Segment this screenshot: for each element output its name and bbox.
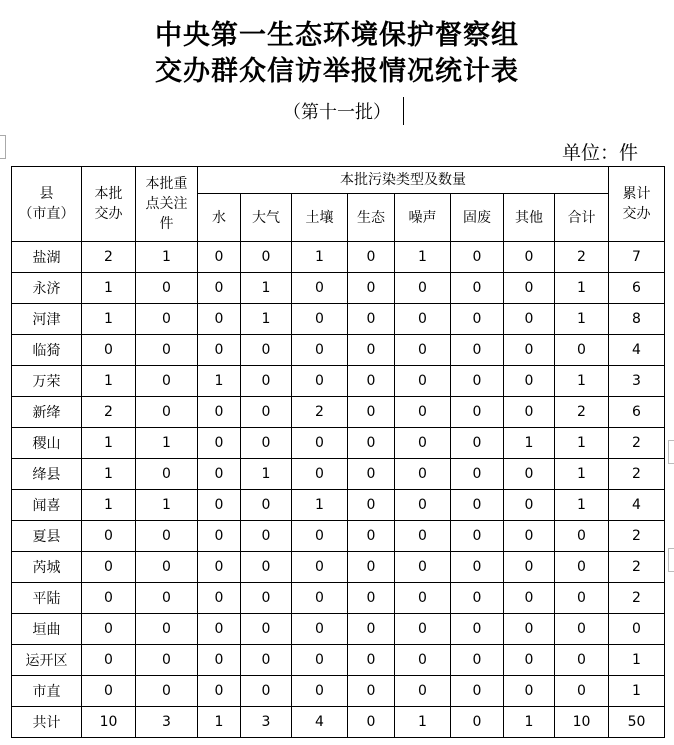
table-cell: 1 [82, 366, 136, 397]
table-cell: 0 [348, 335, 395, 366]
table-cell: 0 [292, 645, 348, 676]
table-cell: 0 [395, 583, 451, 614]
header-type: 土壤 [292, 194, 348, 242]
table-cell: 1 [241, 304, 292, 335]
table-cell: 0 [451, 428, 504, 459]
table-cell: 0 [136, 521, 198, 552]
table-cell: 0 [555, 552, 609, 583]
table-cell: 0 [451, 366, 504, 397]
title-line-2: 交办群众信访举报情况统计表 [155, 56, 519, 87]
table-cell: 10 [82, 707, 136, 738]
table-cell: 0 [82, 676, 136, 707]
table-cell: 0 [198, 459, 241, 490]
table-cell: 0 [82, 552, 136, 583]
table-cell: 0 [504, 397, 555, 428]
row-county-name: 夏县 [12, 521, 82, 552]
table-cell: 1 [609, 645, 665, 676]
table-cell: 1 [292, 490, 348, 521]
table-cell: 0 [504, 242, 555, 273]
table-cell: 0 [136, 366, 198, 397]
table-cell: 1 [82, 273, 136, 304]
row-county-name: 新绛 [12, 397, 82, 428]
table-cell: 2 [609, 583, 665, 614]
row-county-name: 平陆 [12, 583, 82, 614]
header-type: 合计 [555, 194, 609, 242]
batch-label: （第十一批） [283, 102, 391, 123]
table-cell: 0 [136, 676, 198, 707]
table-cell: 0 [348, 614, 395, 645]
table-cell: 1 [82, 428, 136, 459]
table-cell: 3 [609, 366, 665, 397]
table-cell: 0 [451, 242, 504, 273]
table-cell: 0 [136, 273, 198, 304]
table-cell: 0 [241, 428, 292, 459]
table-cell: 0 [348, 366, 395, 397]
table-cell: 2 [82, 242, 136, 273]
table-row [12, 490, 665, 521]
table-cell: 1 [292, 242, 348, 273]
table-cell: 0 [292, 366, 348, 397]
table-cell: 0 [198, 242, 241, 273]
table-cell: 0 [451, 583, 504, 614]
table-row [12, 645, 665, 676]
table-row [12, 583, 665, 614]
statistics-table [11, 166, 665, 738]
table-cell: 0 [136, 645, 198, 676]
header-focus: 本批重 点关注 件 [136, 167, 198, 242]
table-cell: 0 [395, 614, 451, 645]
table-cell: 0 [348, 459, 395, 490]
table-cell: 0 [395, 521, 451, 552]
header-type: 生态 [348, 194, 395, 242]
table-row [12, 614, 665, 645]
table-body [12, 242, 665, 738]
table-cell: 50 [609, 707, 665, 738]
table-cell: 0 [348, 676, 395, 707]
table-row [12, 459, 665, 490]
table-cell: 0 [555, 521, 609, 552]
table-cell: 0 [198, 490, 241, 521]
table-row [12, 397, 665, 428]
table-cell: 0 [555, 583, 609, 614]
table-cell: 0 [395, 552, 451, 583]
table-cell: 0 [555, 335, 609, 366]
table-cell: 0 [504, 521, 555, 552]
table-cell: 4 [609, 335, 665, 366]
header-type: 噪声 [395, 194, 451, 242]
table-cell: 2 [609, 552, 665, 583]
table-cell: 0 [451, 676, 504, 707]
table-row [12, 707, 665, 738]
table-cell: 0 [395, 366, 451, 397]
table-cell: 0 [348, 707, 395, 738]
table-cell: 2 [555, 242, 609, 273]
row-county-name: 垣曲 [12, 614, 82, 645]
table-cell: 0 [198, 676, 241, 707]
table-cell: 0 [504, 490, 555, 521]
row-county-name: 芮城 [12, 552, 82, 583]
table-row [12, 366, 665, 397]
table-cell: 0 [292, 552, 348, 583]
table-cell: 0 [241, 335, 292, 366]
table-cell: 0 [348, 428, 395, 459]
table-cell: 3 [241, 707, 292, 738]
right-margin-marker [668, 440, 674, 464]
table-cell: 0 [348, 273, 395, 304]
table-cell: 0 [241, 521, 292, 552]
header-type: 大气 [241, 194, 292, 242]
title-line-1: 中央第一生态环境保护督察组 [155, 20, 519, 51]
table-cell: 0 [292, 583, 348, 614]
table-row [12, 304, 665, 335]
table-cell: 0 [198, 614, 241, 645]
text-cursor [403, 97, 404, 125]
table-cell: 1 [241, 459, 292, 490]
table-cell: 1 [504, 428, 555, 459]
table-cell: 0 [198, 583, 241, 614]
table-cell: 2 [82, 397, 136, 428]
header-cumulative: 累计 交办 [609, 167, 665, 242]
table-row [12, 242, 665, 273]
table-cell: 1 [136, 490, 198, 521]
table-cell: 0 [395, 490, 451, 521]
table-cell: 0 [504, 459, 555, 490]
table-cell: 0 [555, 614, 609, 645]
table-cell: 0 [136, 459, 198, 490]
table-cell: 0 [82, 645, 136, 676]
unit-label: 单位：件 [561, 142, 638, 164]
table-cell: 0 [348, 397, 395, 428]
table-row [12, 335, 665, 366]
row-county-name: 市直 [12, 676, 82, 707]
table-cell: 2 [609, 428, 665, 459]
table-cell: 0 [609, 614, 665, 645]
table-cell: 0 [82, 335, 136, 366]
table-cell: 0 [451, 397, 504, 428]
table-cell: 1 [555, 490, 609, 521]
table-cell: 0 [198, 521, 241, 552]
table-cell: 1 [395, 707, 451, 738]
table-cell: 0 [241, 614, 292, 645]
left-margin-marker [0, 135, 6, 159]
table-cell: 2 [609, 459, 665, 490]
table-cell: 0 [348, 242, 395, 273]
table-cell: 0 [504, 614, 555, 645]
table-cell: 0 [292, 335, 348, 366]
table-cell: 0 [198, 645, 241, 676]
right-margin-marker [668, 548, 674, 572]
row-county-name: 河津 [12, 304, 82, 335]
table-cell: 1 [395, 242, 451, 273]
table-cell: 0 [241, 366, 292, 397]
table-cell: 0 [82, 583, 136, 614]
table-cell: 0 [555, 676, 609, 707]
header-type: 其他 [504, 194, 555, 242]
table-cell: 0 [451, 645, 504, 676]
table-cell: 0 [198, 273, 241, 304]
table-cell: 0 [504, 335, 555, 366]
table-cell: 0 [348, 521, 395, 552]
table-cell: 0 [451, 273, 504, 304]
table-cell: 0 [348, 552, 395, 583]
table-cell: 0 [292, 459, 348, 490]
table-cell: 0 [136, 614, 198, 645]
table-cell: 0 [504, 366, 555, 397]
table-cell: 0 [198, 552, 241, 583]
table-cell: 8 [609, 304, 665, 335]
table-cell: 0 [136, 335, 198, 366]
table-cell: 0 [82, 521, 136, 552]
table-cell: 1 [241, 273, 292, 304]
table-row [12, 273, 665, 304]
table-cell: 0 [198, 397, 241, 428]
table-cell: 2 [292, 397, 348, 428]
table-cell: 0 [292, 521, 348, 552]
table-cell: 1 [504, 707, 555, 738]
table-cell: 7 [609, 242, 665, 273]
row-county-name: 盐湖 [12, 242, 82, 273]
table-cell: 1 [609, 676, 665, 707]
table-cell: 6 [609, 397, 665, 428]
table-cell: 0 [198, 304, 241, 335]
header-type: 水 [198, 194, 241, 242]
table-cell: 0 [504, 583, 555, 614]
table-cell: 3 [136, 707, 198, 738]
table-cell: 0 [241, 552, 292, 583]
table-cell: 1 [555, 366, 609, 397]
table-cell: 0 [292, 676, 348, 707]
table-cell: 0 [451, 552, 504, 583]
header-pollution-group: 本批污染类型及数量 [198, 167, 609, 194]
table-cell: 6 [609, 273, 665, 304]
table-cell: 0 [241, 645, 292, 676]
table-cell: 0 [451, 521, 504, 552]
table-cell: 0 [395, 645, 451, 676]
table-cell: 0 [292, 428, 348, 459]
table-row [12, 552, 665, 583]
table-cell: 0 [504, 645, 555, 676]
table-cell: 0 [555, 645, 609, 676]
table-cell: 0 [395, 335, 451, 366]
table-cell: 1 [82, 490, 136, 521]
table-cell: 2 [609, 521, 665, 552]
table-cell: 1 [555, 304, 609, 335]
row-county-name: 绛县 [12, 459, 82, 490]
table-cell: 0 [241, 676, 292, 707]
table-cell: 0 [395, 273, 451, 304]
table-cell: 0 [504, 273, 555, 304]
table-cell: 0 [395, 459, 451, 490]
header-assigned: 本批 交办 [82, 167, 136, 242]
table-cell: 0 [292, 304, 348, 335]
table-row [12, 676, 665, 707]
table-cell: 1 [82, 459, 136, 490]
table-cell: 0 [136, 304, 198, 335]
table-cell: 0 [136, 397, 198, 428]
table-cell: 0 [504, 676, 555, 707]
row-county-name: 共计 [12, 707, 82, 738]
table-cell: 0 [348, 645, 395, 676]
row-county-name: 临猗 [12, 335, 82, 366]
table-cell: 1 [198, 366, 241, 397]
table-cell: 0 [198, 335, 241, 366]
table-cell: 0 [198, 428, 241, 459]
table-row [12, 428, 665, 459]
table-cell: 0 [241, 242, 292, 273]
table-cell: 0 [504, 552, 555, 583]
document-title [0, 18, 674, 90]
table-cell: 1 [555, 459, 609, 490]
row-county-name: 运开区 [12, 645, 82, 676]
table-cell: 0 [82, 614, 136, 645]
table-cell: 0 [136, 552, 198, 583]
table-cell: 0 [451, 335, 504, 366]
table-cell: 0 [504, 304, 555, 335]
table-cell: 0 [395, 428, 451, 459]
table-cell: 1 [136, 242, 198, 273]
table-cell: 1 [555, 428, 609, 459]
table-cell: 0 [241, 397, 292, 428]
table-cell: 10 [555, 707, 609, 738]
header-type: 固废 [451, 194, 504, 242]
table-cell: 0 [292, 614, 348, 645]
table-cell: 4 [609, 490, 665, 521]
table-cell: 1 [136, 428, 198, 459]
table-cell: 0 [395, 676, 451, 707]
row-county-name: 万荣 [12, 366, 82, 397]
header-row-1 [12, 167, 665, 194]
table-cell: 0 [348, 583, 395, 614]
table-cell: 0 [241, 583, 292, 614]
table-cell: 0 [451, 707, 504, 738]
table-cell: 1 [555, 273, 609, 304]
table-cell: 0 [348, 304, 395, 335]
table-cell: 0 [451, 490, 504, 521]
table-cell: 0 [292, 273, 348, 304]
table-cell: 0 [395, 304, 451, 335]
header-county: 县 （市直） [12, 167, 82, 242]
row-county-name: 稷山 [12, 428, 82, 459]
row-county-name: 闻喜 [12, 490, 82, 521]
row-county-name: 永济 [12, 273, 82, 304]
table-cell: 0 [451, 459, 504, 490]
table-cell: 0 [136, 583, 198, 614]
table-cell: 0 [451, 614, 504, 645]
table-cell: 1 [198, 707, 241, 738]
table-cell: 0 [395, 397, 451, 428]
table-cell: 2 [555, 397, 609, 428]
table-row [12, 521, 665, 552]
table-cell: 0 [348, 490, 395, 521]
table-cell: 0 [451, 304, 504, 335]
table-cell: 4 [292, 707, 348, 738]
table-cell: 0 [241, 490, 292, 521]
table-cell: 1 [82, 304, 136, 335]
